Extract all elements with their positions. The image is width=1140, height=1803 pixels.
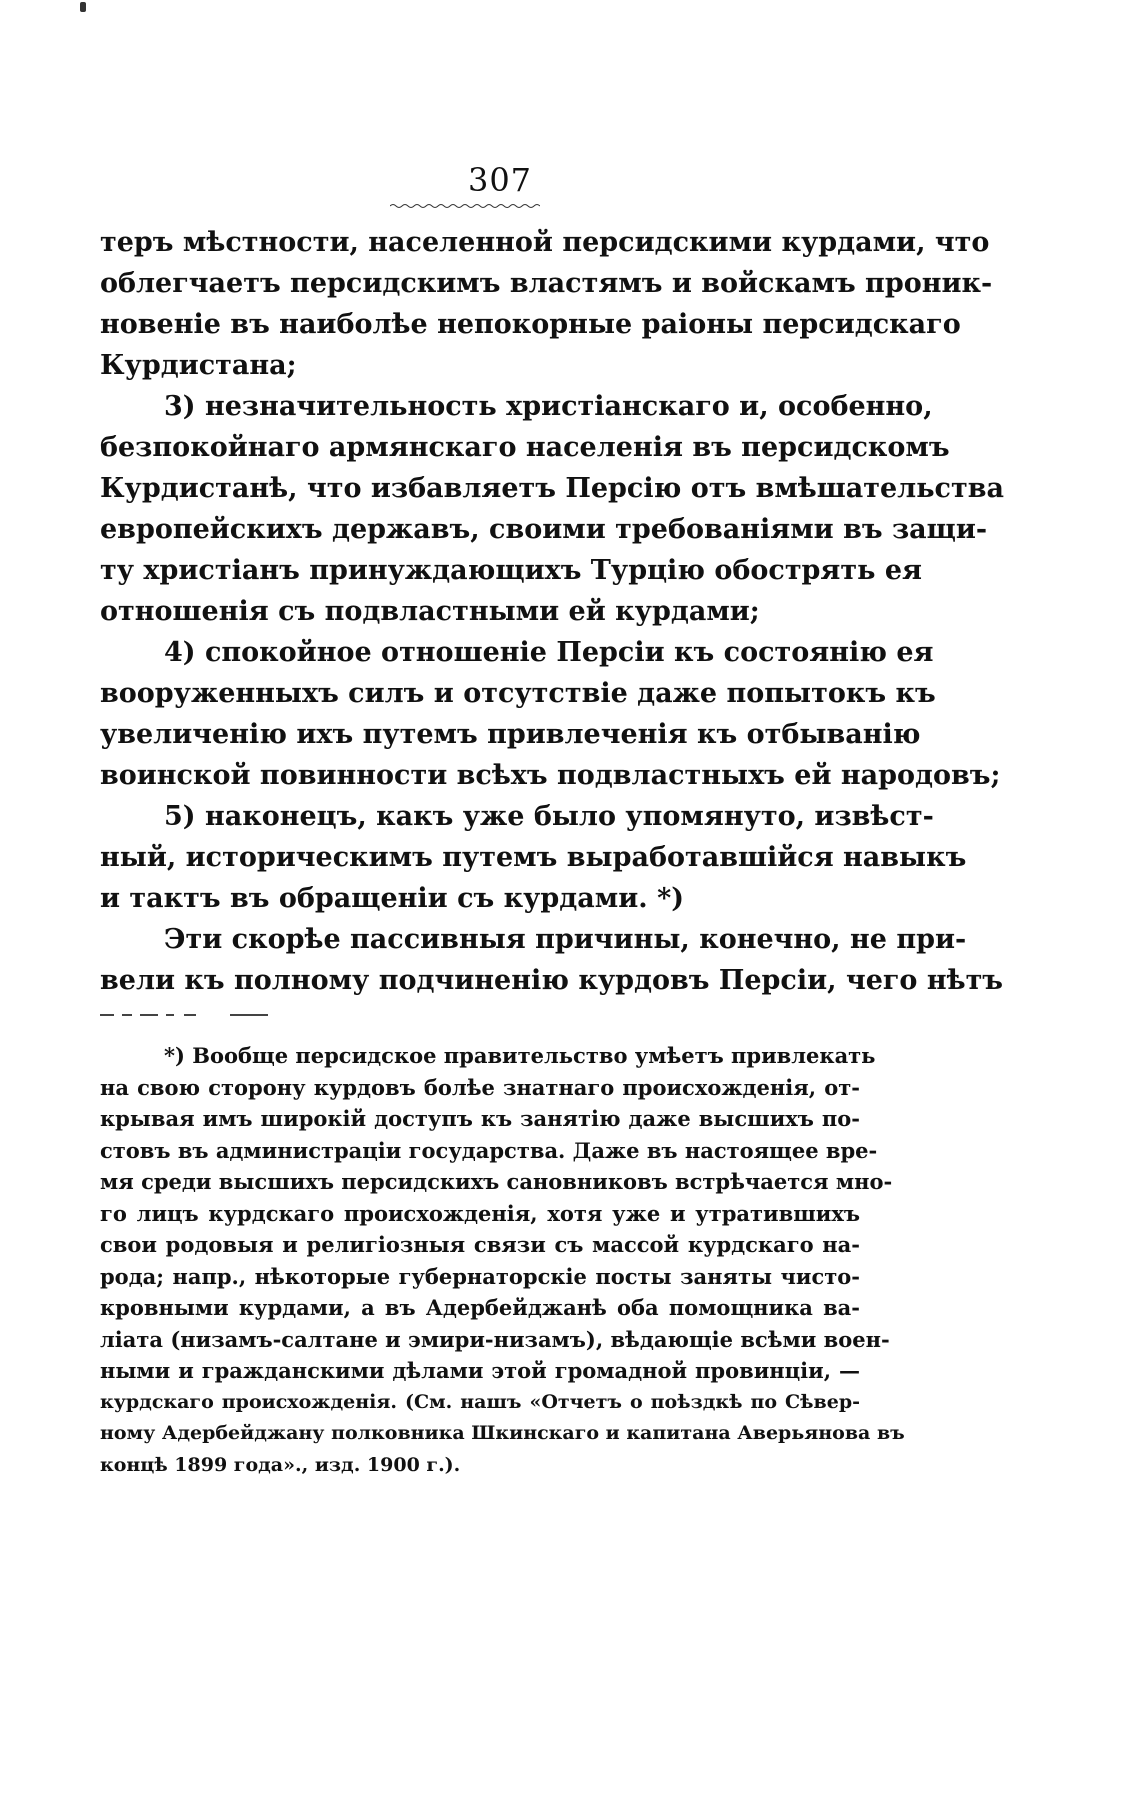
footnote-line: го лицъ курдскаго происхожденія, хотя уже и утратившихъ xyxy=(100,1200,860,1226)
footnote-line: ному Адербейджану полковника Шкинскаго и капитана Аверьянова въ xyxy=(100,1422,905,1444)
text-line: 5) наконецъ, какъ уже было упомянуто, извѣст- xyxy=(164,801,934,832)
text-line: Курдистана; xyxy=(100,350,297,381)
text-line: новеніе въ наиболѣе непокорные раіоны персидскаго xyxy=(100,309,961,340)
footnote-line: мя среди высшихъ персидскихъ сановниковъ встрѣчается мно- xyxy=(100,1169,893,1194)
text-line: воинской повинности всѣхъ подвластныхъ ей народовъ; xyxy=(100,760,1001,791)
text-line: безпокойнаго армянскаго населенія въ персидскомъ xyxy=(100,432,950,463)
text-line: 4) спокойное отношеніе Персіи къ состоянію ея xyxy=(164,637,934,668)
footnote-line: свои родовыя и религіозныя связи съ массой курдскаго на- xyxy=(100,1232,860,1257)
text-line: вели къ полному подчиненію курдовъ Персіи, чего нѣтъ xyxy=(100,965,1004,996)
footnote-line: концѣ 1899 года»., изд. 1900 г.). xyxy=(100,1453,461,1476)
text-line: отношенія съ подвластными ей курдами; xyxy=(100,596,760,627)
page-number: 307 xyxy=(467,161,533,199)
text-line: Курдистанѣ, что избавляетъ Персію отъ вмѣшательства xyxy=(100,473,1004,504)
text-line: облегчаетъ персидскимъ властямъ и войскамъ проник- xyxy=(100,268,993,299)
footnote-line: на свою сторону курдовъ болѣе знатнаго происхожденія, от- xyxy=(100,1074,860,1100)
cut-off-line-fragment xyxy=(100,1013,270,1017)
footnote-line: курдскаго происхожденія. (См. нашъ «Отчетъ о поѣздкѣ по Сѣвер- xyxy=(100,1390,860,1413)
footnote-line: ліата (низамъ-салтане и эмири-низамъ), вѣдающіе всѣми воен- xyxy=(100,1326,890,1352)
footnote xyxy=(100,1040,905,1481)
text-line: ту христіанъ принуждающихъ Турцію обострять ея xyxy=(100,555,922,586)
page-number-ornament xyxy=(390,203,540,209)
text-line: 3) незначительность христіанскаго и, особенно, xyxy=(164,391,933,422)
footnote-line: рода; напр., нѣкоторые губернаторскіе посты заняты чисто- xyxy=(100,1263,860,1289)
text-line: Эти скорѣе пассивныя причины, конечно, не при- xyxy=(164,924,967,955)
footnote-line: кровными курдами, а въ Адербейджанѣ оба помощника ва- xyxy=(100,1295,860,1320)
text-line: увеличенію ихъ путемъ привлеченія къ отбыванію xyxy=(100,719,921,750)
footnote-line: крывая имъ широкій доступъ къ занятію даже высшихъ по- xyxy=(100,1106,860,1131)
text-line: теръ мѣстности, населенной персидскими курдами, что xyxy=(100,227,990,258)
text-line: вооруженныхъ силъ и отсутствіе даже попытокъ къ xyxy=(100,678,936,709)
footnote-line: ными и гражданскими дѣлами этой громадной провинціи, — xyxy=(100,1358,860,1383)
main-text xyxy=(100,222,1004,1001)
footnote-line: стовъ въ администраціи государства. Даже въ настоящее вре- xyxy=(100,1137,878,1163)
text-line: ный, историческимъ путемъ выработавшійся навыкъ xyxy=(100,842,967,873)
text-line: и тактъ въ обращеніи съ курдами. *) xyxy=(100,883,684,914)
scan-mark xyxy=(80,2,86,12)
footnote-line: *) Вообще персидское правительство умѣетъ привлекать xyxy=(164,1043,876,1068)
text-line: европейскихъ державъ, своими требованіями въ защи- xyxy=(100,514,988,545)
